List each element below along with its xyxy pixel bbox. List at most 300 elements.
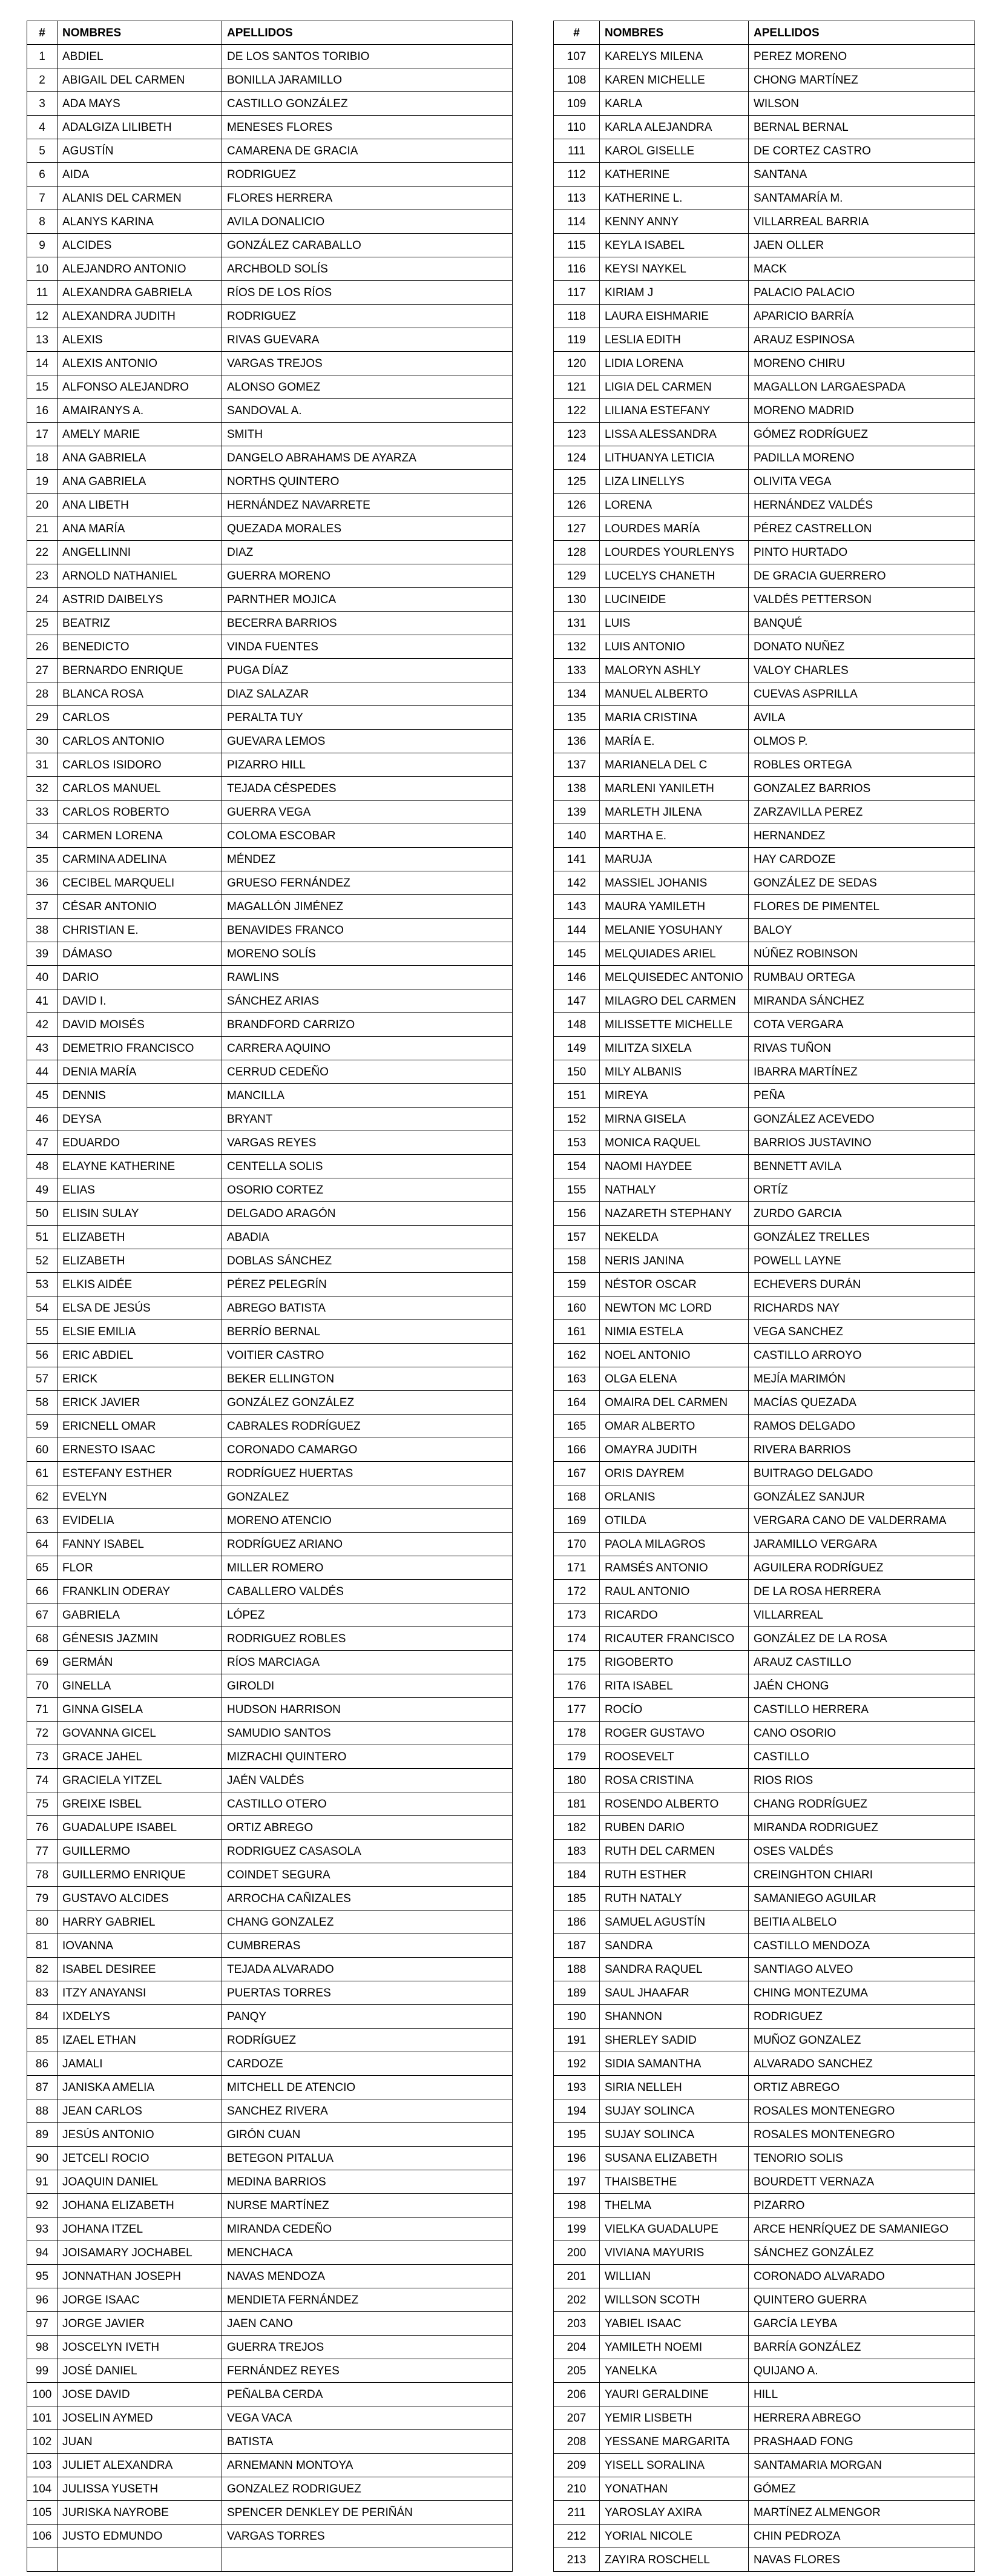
- first-names-cell: JANISKA AMELIA: [58, 2076, 222, 2099]
- last-names-cell: BETEGON PITALUA: [222, 2147, 513, 2170]
- table-row: [27, 1296, 513, 1320]
- last-names-cell: GONZÁLEZ SANJUR: [749, 1485, 975, 1509]
- last-names-cell: PINTO HURTADO: [749, 541, 975, 564]
- row-number: 15: [27, 375, 58, 399]
- last-names-cell: DE LA ROSA HERRERA: [749, 1580, 975, 1603]
- row-number: 157: [554, 1226, 600, 1249]
- row-number: 50: [27, 1202, 58, 1226]
- first-names-cell: ALANIS DEL CARMEN: [58, 187, 222, 210]
- last-names-cell: APARICIO BARRÍA: [749, 305, 975, 328]
- row-number: 149: [554, 1037, 600, 1060]
- last-names-cell: POWELL LAYNE: [749, 1249, 975, 1273]
- first-names-cell: NAOMI HAYDEE: [600, 1155, 749, 1178]
- table-row: [554, 494, 975, 517]
- first-names-cell: NEKELDA: [600, 1226, 749, 1249]
- first-names-cell: ANGELLINNI: [58, 541, 222, 564]
- row-number: 87: [27, 2076, 58, 2099]
- last-names-cell: DONATO NUÑEZ: [749, 635, 975, 659]
- first-names-cell: ELSA DE JESÚS: [58, 1296, 222, 1320]
- table-row: [554, 187, 975, 210]
- last-names-cell: ROBLES ORTEGA: [749, 753, 975, 777]
- first-names-cell: RICAUTER FRANCISCO: [600, 1627, 749, 1651]
- row-number: 158: [554, 1249, 600, 1273]
- row-number: 197: [554, 2170, 600, 2194]
- row-number: 208: [554, 2430, 600, 2454]
- table-row: [554, 2525, 975, 2548]
- table-row: [27, 588, 513, 612]
- first-names-cell: ALCIDES: [58, 234, 222, 257]
- table-row: [27, 1391, 513, 1415]
- last-names-cell: QUEZADA MORALES: [222, 517, 513, 541]
- first-names-cell: ANA LIBETH: [58, 494, 222, 517]
- table-row: [554, 305, 975, 328]
- first-names-cell: YAMILETH NOEMI: [600, 2336, 749, 2359]
- last-names-cell: PEÑALBA CERDA: [222, 2383, 513, 2406]
- row-number: 169: [554, 1509, 600, 1533]
- row-number: 188: [554, 1958, 600, 1981]
- table-row: [554, 1273, 975, 1296]
- row-number: 40: [27, 966, 58, 989]
- row-number: 90: [27, 2147, 58, 2170]
- table-row: [27, 1273, 513, 1296]
- row-number: 176: [554, 1674, 600, 1698]
- row-number: 5: [27, 139, 58, 163]
- last-names-cell: RUMBAU ORTEGA: [749, 966, 975, 989]
- row-number: 20: [27, 494, 58, 517]
- last-names-cell: OLIVITA VEGA: [749, 470, 975, 494]
- table-row: [27, 1934, 513, 1958]
- last-names-cell: CARDOZE: [222, 2052, 513, 2076]
- row-number: 62: [27, 1485, 58, 1509]
- table-row: [27, 1911, 513, 1934]
- row-number: 124: [554, 446, 600, 470]
- row-number: 161: [554, 1320, 600, 1344]
- header-first-names: NOMBRES: [58, 21, 222, 45]
- row-number: 101: [27, 2406, 58, 2430]
- last-names-cell: CABALLERO VALDÉS: [222, 1580, 513, 1603]
- row-number: 130: [554, 588, 600, 612]
- table-row: [27, 2288, 513, 2312]
- row-number: 203: [554, 2312, 600, 2336]
- table-row: [27, 989, 513, 1013]
- last-names-cell: GONZALEZ RODRIGUEZ: [222, 2477, 513, 2501]
- row-number: 92: [27, 2194, 58, 2218]
- table-row: [27, 1674, 513, 1698]
- table-row: [554, 1438, 975, 1462]
- first-names-cell: LUIS: [600, 612, 749, 635]
- last-names-cell: BERRÍO BERNAL: [222, 1320, 513, 1344]
- last-names-cell: RAMOS DELGADO: [749, 1415, 975, 1438]
- row-number: 186: [554, 1911, 600, 1934]
- last-names-cell: RODRIGUEZ: [222, 163, 513, 187]
- table-row: [27, 730, 513, 753]
- first-names-cell: LILIANA ESTEFANY: [600, 399, 749, 423]
- row-number: 195: [554, 2123, 600, 2147]
- first-names-cell: JUSTO EDMUNDO: [58, 2525, 222, 2548]
- table-row: [27, 1367, 513, 1391]
- row-number: 205: [554, 2359, 600, 2383]
- table-row: [554, 1037, 975, 1060]
- last-names-cell: LÓPEZ: [222, 1603, 513, 1627]
- table-row: [554, 1580, 975, 1603]
- table-row: [27, 2029, 513, 2052]
- last-names-cell: CAMARENA DE GRACIA: [222, 139, 513, 163]
- table-row: [27, 966, 513, 989]
- last-names-cell: BENNETT AVILA: [749, 1155, 975, 1178]
- last-names-cell: VILLARREAL: [749, 1603, 975, 1627]
- row-number: 162: [554, 1344, 600, 1367]
- first-names-cell: LUCINEIDE: [600, 588, 749, 612]
- row-number: 123: [554, 423, 600, 446]
- row-number: 155: [554, 1178, 600, 1202]
- row-number: 111: [554, 139, 600, 163]
- last-names-cell: MÉNDEZ: [222, 848, 513, 871]
- table-row: [554, 895, 975, 919]
- table-row: [554, 989, 975, 1013]
- table-row: [554, 2477, 975, 2501]
- last-names-cell: AGUILERA RODRÍGUEZ: [749, 1556, 975, 1580]
- table-row: [554, 1934, 975, 1958]
- first-names-cell: ERICK: [58, 1367, 222, 1391]
- first-names-cell: RITA ISABEL: [600, 1674, 749, 1698]
- row-number: 187: [554, 1934, 600, 1958]
- row-number: 117: [554, 281, 600, 305]
- last-names-cell: VARGAS TREJOS: [222, 352, 513, 375]
- last-names-cell: SANTAMARÍA M.: [749, 187, 975, 210]
- table-row: [27, 1840, 513, 1863]
- first-names-cell: JORGE ISAAC: [58, 2288, 222, 2312]
- table-row: [554, 1485, 975, 1509]
- first-names-cell: MELANIE YOSUHANY: [600, 919, 749, 942]
- first-names-cell: ABDIEL: [58, 45, 222, 68]
- table-row: [27, 1202, 513, 1226]
- last-names-cell: SMITH: [222, 423, 513, 446]
- last-names-cell: CASTILLO HERRERA: [749, 1698, 975, 1722]
- first-names-cell: NEWTON MC LORD: [600, 1296, 749, 1320]
- last-names-cell: AVILA: [749, 706, 975, 730]
- last-names-cell: MORENO MADRID: [749, 399, 975, 423]
- first-names-cell: LIDIA LORENA: [600, 352, 749, 375]
- first-names-cell: BLANCA ROSA: [58, 682, 222, 706]
- last-names-cell: AVILA DONALICIO: [222, 210, 513, 234]
- row-number: 38: [27, 919, 58, 942]
- table-row: [27, 2406, 513, 2430]
- table-row: [27, 1485, 513, 1509]
- last-names-cell: PARNTHER MOJICA: [222, 588, 513, 612]
- row-number: 2: [27, 68, 58, 92]
- last-names-cell: DIAZ SALAZAR: [222, 682, 513, 706]
- last-names-cell: BEITIA ALBELO: [749, 1911, 975, 1934]
- first-names-cell: ALEXIS: [58, 328, 222, 352]
- table-row: [554, 352, 975, 375]
- row-number: 128: [554, 541, 600, 564]
- row-number: 69: [27, 1651, 58, 1674]
- table-row: [27, 824, 513, 848]
- last-names-cell: RIVAS TUÑON: [749, 1037, 975, 1060]
- table-row: [27, 1722, 513, 1745]
- last-names-cell: BERNAL BERNAL: [749, 116, 975, 139]
- first-names-cell: RUTH DEL CARMEN: [600, 1840, 749, 1863]
- row-number: 122: [554, 399, 600, 423]
- first-names-cell: OTILDA: [600, 1509, 749, 1533]
- first-names-cell: MONICA RAQUEL: [600, 1131, 749, 1155]
- last-names-cell: RODRIGUEZ ROBLES: [222, 1627, 513, 1651]
- first-names-cell: JOAQUIN DANIEL: [58, 2170, 222, 2194]
- row-number: 39: [27, 942, 58, 966]
- table-row: [27, 257, 513, 281]
- table-row: [554, 2383, 975, 2406]
- table-row: [554, 1202, 975, 1226]
- first-names-cell: DENNIS: [58, 1084, 222, 1108]
- row-number: 141: [554, 848, 600, 871]
- table-row: [554, 1013, 975, 1037]
- row-number: 198: [554, 2194, 600, 2218]
- row-number: 144: [554, 919, 600, 942]
- table-row: [27, 305, 513, 328]
- first-names-cell: JETCELI ROCIO: [58, 2147, 222, 2170]
- last-names-cell: RODRIGUEZ: [749, 2005, 975, 2029]
- first-names-cell: ALEXANDRA JUDITH: [58, 305, 222, 328]
- last-names-cell: RIVERA BARRIOS: [749, 1438, 975, 1462]
- last-names-cell: TEJADA CÉSPEDES: [222, 777, 513, 801]
- first-names-cell: ELIZABETH: [58, 1226, 222, 1249]
- table-row: [27, 1131, 513, 1155]
- first-names-cell: JOSELIN AYMED: [58, 2406, 222, 2430]
- row-number: 65: [27, 1556, 58, 1580]
- table-row: [27, 1013, 513, 1037]
- row-number: 154: [554, 1155, 600, 1178]
- table-row: [27, 682, 513, 706]
- table-row: [27, 1178, 513, 1202]
- last-names-cell: HAY CARDOZE: [749, 848, 975, 871]
- last-names-cell: MILLER ROMERO: [222, 1556, 513, 1580]
- table-row: [554, 1816, 975, 1840]
- table-row: [554, 2406, 975, 2430]
- table-row: [27, 517, 513, 541]
- first-names-cell: VIELKA GUADALUPE: [600, 2218, 749, 2241]
- row-number: 28: [27, 682, 58, 706]
- last-names-cell: BANQUÉ: [749, 612, 975, 635]
- first-names-cell: GINELLA: [58, 1674, 222, 1698]
- last-names-cell: VARGAS TORRES: [222, 2525, 513, 2548]
- first-names-cell: ADALGIZA LILIBETH: [58, 116, 222, 139]
- table-row: [554, 2501, 975, 2525]
- row-number: 44: [27, 1060, 58, 1084]
- table-row: [554, 68, 975, 92]
- table-row: [27, 328, 513, 352]
- first-names-cell: SUJAY SOLINCA: [600, 2123, 749, 2147]
- first-names-cell: ABIGAIL DEL CARMEN: [58, 68, 222, 92]
- table-row: [27, 848, 513, 871]
- table-row: [27, 139, 513, 163]
- last-names-cell: CHING MONTEZUMA: [749, 1981, 975, 2005]
- table-row: [27, 1769, 513, 1792]
- table-row: [554, 328, 975, 352]
- first-names-cell: GREIXE ISBEL: [58, 1792, 222, 1816]
- row-number: 9: [27, 234, 58, 257]
- last-names-cell: SÁNCHEZ GONZÁLEZ: [749, 2241, 975, 2265]
- table-row: [27, 706, 513, 730]
- last-names-cell: GARCÍA LEYBA: [749, 2312, 975, 2336]
- last-names-cell: ROSALES MONTENEGRO: [749, 2123, 975, 2147]
- table-row: [27, 2099, 513, 2123]
- table-row: [27, 919, 513, 942]
- last-names-cell: GONZÁLEZ DE SEDAS: [749, 871, 975, 895]
- table-row: [554, 2076, 975, 2099]
- last-names-cell: BONILLA JARAMILLO: [222, 68, 513, 92]
- first-names-cell: ESTEFANY ESTHER: [58, 1462, 222, 1485]
- first-names-cell: ERICK JAVIER: [58, 1391, 222, 1415]
- last-names-cell: NÚÑEZ ROBINSON: [749, 942, 975, 966]
- last-names-cell: RODRÍGUEZ HUERTAS: [222, 1462, 513, 1485]
- first-names-cell: MILAGRO DEL CARMEN: [600, 989, 749, 1013]
- row-number: 42: [27, 1013, 58, 1037]
- last-names-cell: ARAUZ CASTILLO: [749, 1651, 975, 1674]
- row-number: 89: [27, 2123, 58, 2147]
- first-names-cell: LIZA LINELLYS: [600, 470, 749, 494]
- header-row: [27, 21, 513, 45]
- row-number: 73: [27, 1745, 58, 1769]
- row-number: 63: [27, 1509, 58, 1533]
- row-number: 7: [27, 187, 58, 210]
- first-names-cell: AIDA: [58, 163, 222, 187]
- row-number: 86: [27, 2052, 58, 2076]
- last-names-cell: HILL: [749, 2383, 975, 2406]
- first-names-cell: ITZY ANAYANSI: [58, 1981, 222, 2005]
- row-number: 8: [27, 210, 58, 234]
- row-number: 120: [554, 352, 600, 375]
- last-names-cell: HUDSON HARRISON: [222, 1698, 513, 1722]
- table-row: [554, 1391, 975, 1415]
- first-names-cell: ELSIE EMILIA: [58, 1320, 222, 1344]
- row-number: 201: [554, 2265, 600, 2288]
- row-number: 80: [27, 1911, 58, 1934]
- row-number: 6: [27, 163, 58, 187]
- last-names-cell: CREINGHTON CHIARI: [749, 1863, 975, 1887]
- table-row: [27, 2170, 513, 2194]
- first-names-cell: EVELYN: [58, 1485, 222, 1509]
- last-names-cell: MITCHELL DE ATENCIO: [222, 2076, 513, 2099]
- last-names-cell: ORTIZ ABREGO: [749, 2076, 975, 2099]
- first-names-cell: SIRIA NELLEH: [600, 2076, 749, 2099]
- table-row: [27, 753, 513, 777]
- names-table-right: [553, 21, 975, 2572]
- first-names-cell: FRANKLIN ODERAY: [58, 1580, 222, 1603]
- first-names-cell: ALEXANDRA GABRIELA: [58, 281, 222, 305]
- table-row: [554, 541, 975, 564]
- first-names-cell: ALEJANDRO ANTONIO: [58, 257, 222, 281]
- table-row: [554, 2194, 975, 2218]
- last-names-cell: DIAZ: [222, 541, 513, 564]
- row-number: 112: [554, 163, 600, 187]
- first-names-cell: YORIAL NICOLE: [600, 2525, 749, 2548]
- first-names-cell: JOHANA ELIZABETH: [58, 2194, 222, 2218]
- first-names-cell: JOSE DAVID: [58, 2383, 222, 2406]
- last-names-cell: CARRERA AQUINO: [222, 1037, 513, 1060]
- last-names-cell: OSES VALDÉS: [749, 1840, 975, 1863]
- last-names-cell: CENTELLA SOLIS: [222, 1155, 513, 1178]
- last-names-cell: MARTÍNEZ ALMENGOR: [749, 2501, 975, 2525]
- first-names-cell: MARLETH JILENA: [600, 801, 749, 824]
- first-names-cell: GUADALUPE ISABEL: [58, 1816, 222, 1840]
- last-names-cell: ZURDO GARCIA: [749, 1202, 975, 1226]
- last-names-cell: MIZRACHI QUINTERO: [222, 1745, 513, 1769]
- first-names-cell: NOEL ANTONIO: [600, 1344, 749, 1367]
- row-number: 30: [27, 730, 58, 753]
- first-names-cell: GÉNESIS JAZMIN: [58, 1627, 222, 1651]
- last-names-cell: CASTILLO OTERO: [222, 1792, 513, 1816]
- row-number: 106: [27, 2525, 58, 2548]
- table-row: [27, 2336, 513, 2359]
- table-row: [27, 1509, 513, 1533]
- row-number: 29: [27, 706, 58, 730]
- first-names-cell: ELAYNE KATHERINE: [58, 1155, 222, 1178]
- last-names-cell: FERNÁNDEZ REYES: [222, 2359, 513, 2383]
- table-row: [27, 612, 513, 635]
- table-row: [554, 2147, 975, 2170]
- last-names-cell: ECHEVERS DURÁN: [749, 1273, 975, 1296]
- row-number: 138: [554, 777, 600, 801]
- table-row: [27, 871, 513, 895]
- first-names-cell: MIREYA: [600, 1084, 749, 1108]
- last-names-cell: DANGELO ABRAHAMS DE AYARZA: [222, 446, 513, 470]
- table-row: [27, 1415, 513, 1438]
- last-names-cell: NAVAS FLORES: [749, 2548, 975, 2572]
- first-names-cell: KARELYS MILENA: [600, 45, 749, 68]
- table-row: [554, 2170, 975, 2194]
- row-number: 19: [27, 470, 58, 494]
- table-row: [554, 1415, 975, 1438]
- table-row: [554, 1698, 975, 1722]
- table-row: [554, 1131, 975, 1155]
- row-number: 156: [554, 1202, 600, 1226]
- last-names-cell: SANTANA: [749, 163, 975, 187]
- table-row: [27, 2454, 513, 2477]
- table-row: [554, 1603, 975, 1627]
- last-names-cell: MENDIETA FERNÁNDEZ: [222, 2288, 513, 2312]
- first-names-cell: DEYSA: [58, 1108, 222, 1131]
- table-row: [27, 1958, 513, 1981]
- first-names-cell: GINNA GISELA: [58, 1698, 222, 1722]
- row-number: 59: [27, 1415, 58, 1438]
- first-names-cell: SANDRA RAQUEL: [600, 1958, 749, 1981]
- first-names-cell: KAROL GISELLE: [600, 139, 749, 163]
- last-names-cell: VILLARREAL BARRIA: [749, 210, 975, 234]
- last-names-cell: ARCE HENRÍQUEZ DE SAMANIEGO: [749, 2218, 975, 2241]
- last-names-cell: PALACIO PALACIO: [749, 281, 975, 305]
- table-row: [27, 564, 513, 588]
- last-names-cell: CHANG RODRÍGUEZ: [749, 1792, 975, 1816]
- first-names-cell: CARLOS ISIDORO: [58, 753, 222, 777]
- table-row: [554, 1462, 975, 1485]
- last-names-cell: MORENO CHIRU: [749, 352, 975, 375]
- first-names-cell: CARLOS ANTONIO: [58, 730, 222, 753]
- table-row: [27, 494, 513, 517]
- last-names-cell: ALVARADO SANCHEZ: [749, 2052, 975, 2076]
- last-names-cell: VALDÉS PETTERSON: [749, 588, 975, 612]
- header-first-names: NOMBRES: [600, 21, 749, 45]
- table-row: [27, 2359, 513, 2383]
- table-row: [27, 895, 513, 919]
- first-names-cell: DÁMASO: [58, 942, 222, 966]
- table-row: [27, 2477, 513, 2501]
- row-number: 206: [554, 2383, 600, 2406]
- row-number: 160: [554, 1296, 600, 1320]
- last-names-cell: SAMANIEGO AGUILAR: [749, 1887, 975, 1911]
- row-number: 143: [554, 895, 600, 919]
- first-names-cell: BERNARDO ENRIQUE: [58, 659, 222, 682]
- first-names-cell: ORLANIS: [600, 1485, 749, 1509]
